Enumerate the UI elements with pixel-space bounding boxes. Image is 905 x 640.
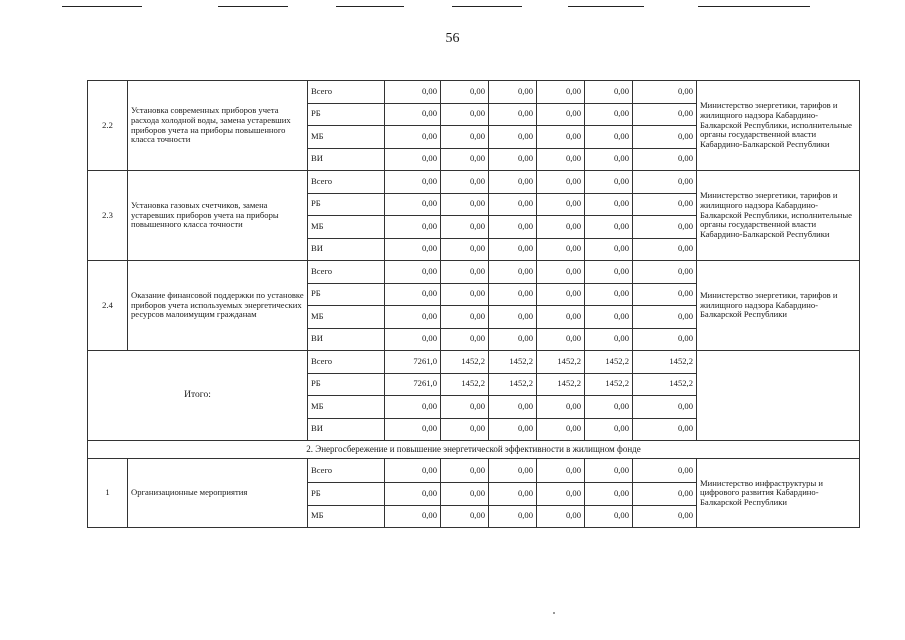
value-cell: 0,00 (537, 238, 585, 261)
value-cell: 0,00 (385, 418, 441, 441)
row-2-4-vsego (88, 261, 860, 284)
funding-source: МБ (308, 216, 385, 239)
executor: Министерство энергетики, тарифов и жилищного надзора Кабардино-Балкарской Республики, исполнительные органы государственной власти Кабардино-Балкарской Республики (697, 81, 860, 171)
funding-source: МБ (308, 306, 385, 329)
value-cell: 0,00 (489, 148, 537, 171)
top-rule-1 (62, 6, 142, 7)
section-row (88, 441, 860, 459)
value-cell: 1452,2 (633, 351, 697, 374)
value-cell: 0,00 (537, 459, 585, 483)
funding-source: РБ (308, 103, 385, 126)
value-cell: 0,00 (385, 103, 441, 126)
funding-source: ВИ (308, 148, 385, 171)
value-cell: 0,00 (585, 261, 633, 284)
value-cell: 0,00 (537, 261, 585, 284)
itogo-label: Итого: (88, 351, 308, 441)
value-cell: 0,00 (441, 418, 489, 441)
value-cell: 0,00 (489, 306, 537, 329)
row-index: 2.2 (88, 81, 128, 171)
value-cell: 0,00 (489, 216, 537, 239)
value-cell: 0,00 (385, 328, 441, 351)
funding-source: ВИ (308, 328, 385, 351)
value-cell: 0,00 (633, 328, 697, 351)
value-cell: 0,00 (537, 505, 585, 528)
value-cell: 0,00 (585, 283, 633, 306)
value-cell: 0,00 (537, 171, 585, 194)
row-index: 2.3 (88, 171, 128, 261)
value-cell: 0,00 (585, 216, 633, 239)
value-cell: 0,00 (489, 283, 537, 306)
funding-source: Всего (308, 171, 385, 194)
value-cell: 0,00 (633, 171, 697, 194)
funding-source: ВИ (308, 238, 385, 261)
value-cell: 0,00 (537, 81, 585, 104)
value-cell: 0,00 (441, 459, 489, 483)
value-cell: 1452,2 (537, 351, 585, 374)
top-rule-3 (336, 6, 404, 7)
funding-source: Всего (308, 261, 385, 284)
row-itogo-vsego (88, 351, 860, 374)
value-cell: 0,00 (585, 238, 633, 261)
value-cell: 0,00 (385, 216, 441, 239)
value-cell: 0,00 (585, 396, 633, 419)
value-cell: 0,00 (633, 483, 697, 506)
value-cell: 0,00 (633, 103, 697, 126)
section-title: 2. Энергосбережение и повышение энергетической эффективности в жилищном фонде (88, 441, 860, 459)
value-cell: 0,00 (585, 418, 633, 441)
value-cell: 0,00 (537, 126, 585, 149)
value-cell: 0,00 (633, 261, 697, 284)
value-cell: 0,00 (441, 216, 489, 239)
value-cell: 0,00 (441, 505, 489, 528)
value-cell: 0,00 (537, 328, 585, 351)
funding-source: МБ (308, 505, 385, 528)
value-cell: 0,00 (585, 81, 633, 104)
funding-source: Всего (308, 81, 385, 104)
value-cell: 0,00 (385, 306, 441, 329)
value-cell: 0,00 (385, 193, 441, 216)
value-cell: 0,00 (633, 459, 697, 483)
value-cell: 0,00 (633, 126, 697, 149)
value-cell: 0,00 (441, 483, 489, 506)
value-cell: 0,00 (385, 459, 441, 483)
top-rule-5 (568, 6, 644, 7)
value-cell: 0,00 (633, 238, 697, 261)
value-cell: 0,00 (489, 328, 537, 351)
value-cell: 0,00 (441, 261, 489, 284)
executor-empty (697, 351, 860, 441)
value-cell: 0,00 (633, 505, 697, 528)
measure-name: Установка газовых счетчиков, замена устаревших приборов учета на приборы повышенного класса точности (128, 171, 308, 261)
value-cell: 0,00 (489, 459, 537, 483)
value-cell: 0,00 (489, 418, 537, 441)
value-cell: 0,00 (489, 483, 537, 506)
executor: Министерство энергетики, тарифов и жилищного надзора Кабардино-Балкарской Республики, исполнительные органы государственной власти Кабардино-Балкарской Республики (697, 171, 860, 261)
value-cell: 0,00 (537, 483, 585, 506)
top-rule-2 (218, 6, 288, 7)
program-table (87, 80, 860, 528)
row-1-vsego (88, 459, 860, 483)
value-cell: 0,00 (385, 171, 441, 194)
value-cell: 0,00 (489, 505, 537, 528)
value-cell: 0,00 (585, 126, 633, 149)
value-cell: 0,00 (441, 171, 489, 194)
value-cell: 0,00 (537, 103, 585, 126)
value-cell: 0,00 (441, 238, 489, 261)
value-cell: 0,00 (585, 459, 633, 483)
value-cell: 0,00 (633, 148, 697, 171)
value-cell: 1452,2 (585, 351, 633, 374)
value-cell: 1452,2 (585, 373, 633, 396)
funding-source: МБ (308, 396, 385, 419)
top-rule-6 (698, 6, 810, 7)
value-cell: 0,00 (585, 193, 633, 216)
value-cell: 0,00 (385, 483, 441, 506)
row-index: 2.4 (88, 261, 128, 351)
value-cell: 0,00 (633, 283, 697, 306)
value-cell: 0,00 (489, 261, 537, 284)
value-cell: 0,00 (585, 171, 633, 194)
value-cell: 0,00 (385, 148, 441, 171)
funding-source: Всего (308, 459, 385, 483)
value-cell: 0,00 (633, 81, 697, 104)
executor: Министерство инфраструктуры и цифрового развития Кабардино-Балкарской Республики (697, 459, 860, 528)
value-cell: 0,00 (489, 126, 537, 149)
funding-source: РБ (308, 373, 385, 396)
value-cell: 0,00 (385, 126, 441, 149)
value-cell: 7261,0 (385, 373, 441, 396)
value-cell: 0,00 (441, 283, 489, 306)
value-cell: 0,00 (385, 396, 441, 419)
value-cell: 1452,2 (489, 373, 537, 396)
value-cell: 1452,2 (489, 351, 537, 374)
value-cell: 0,00 (633, 193, 697, 216)
value-cell: 0,00 (489, 171, 537, 194)
measure-name: Оказание финансовой поддержки по установке приборов учета используемых энергетических ресурсов малоимущим гражданам (128, 261, 308, 351)
value-cell: 0,00 (585, 148, 633, 171)
value-cell: 1452,2 (633, 373, 697, 396)
value-cell: 0,00 (441, 193, 489, 216)
value-cell: 0,00 (385, 283, 441, 306)
value-cell: 0,00 (489, 103, 537, 126)
value-cell: 0,00 (537, 283, 585, 306)
measure-name: Организационные мероприятия (128, 459, 308, 528)
funding-source: РБ (308, 283, 385, 306)
value-cell: 0,00 (385, 81, 441, 104)
value-cell: 0,00 (633, 306, 697, 329)
value-cell: 1452,2 (441, 351, 489, 374)
funding-source: РБ (308, 483, 385, 506)
top-rule-4 (452, 6, 522, 7)
value-cell: 0,00 (489, 81, 537, 104)
value-cell: 0,00 (441, 103, 489, 126)
value-cell: 0,00 (385, 261, 441, 284)
value-cell: 0,00 (441, 328, 489, 351)
value-cell: 0,00 (633, 396, 697, 419)
value-cell: 0,00 (633, 216, 697, 239)
value-cell: 0,00 (585, 505, 633, 528)
value-cell: 0,00 (441, 126, 489, 149)
value-cell: 0,00 (633, 418, 697, 441)
measure-name: Установка современных приборов учета расхода холодной воды, замена устаревших приборов учета на приборы повышенного класса точности (128, 81, 308, 171)
row-2-2-vsego (88, 81, 860, 104)
funding-source: МБ (308, 126, 385, 149)
value-cell: 0,00 (537, 306, 585, 329)
table-body (88, 81, 860, 528)
value-cell: 0,00 (385, 238, 441, 261)
value-cell: 0,00 (489, 238, 537, 261)
value-cell: 0,00 (489, 396, 537, 419)
value-cell: 1452,2 (537, 373, 585, 396)
value-cell: 0,00 (441, 396, 489, 419)
row-2-3-vsego (88, 171, 860, 194)
funding-source: РБ (308, 193, 385, 216)
value-cell: 0,00 (585, 306, 633, 329)
value-cell: 0,00 (441, 306, 489, 329)
value-cell: 0,00 (585, 483, 633, 506)
value-cell: 0,00 (537, 148, 585, 171)
funding-source: Всего (308, 351, 385, 374)
value-cell: 0,00 (385, 505, 441, 528)
row-index: 1 (88, 459, 128, 528)
page-number: 56 (445, 31, 460, 46)
value-cell: 1452,2 (441, 373, 489, 396)
value-cell: 0,00 (441, 148, 489, 171)
value-cell: 0,00 (537, 216, 585, 239)
value-cell: 0,00 (537, 396, 585, 419)
value-cell: 0,00 (585, 103, 633, 126)
executor: Министерство энергетики, тарифов и жилищного надзора Кабардино-Балкарской Республики (697, 261, 860, 351)
value-cell: 0,00 (585, 328, 633, 351)
value-cell: 0,00 (537, 193, 585, 216)
value-cell: 0,00 (441, 81, 489, 104)
value-cell: 0,00 (489, 193, 537, 216)
funding-source: ВИ (308, 418, 385, 441)
value-cell: 7261,0 (385, 351, 441, 374)
scan-speck (553, 612, 555, 614)
value-cell: 0,00 (537, 418, 585, 441)
